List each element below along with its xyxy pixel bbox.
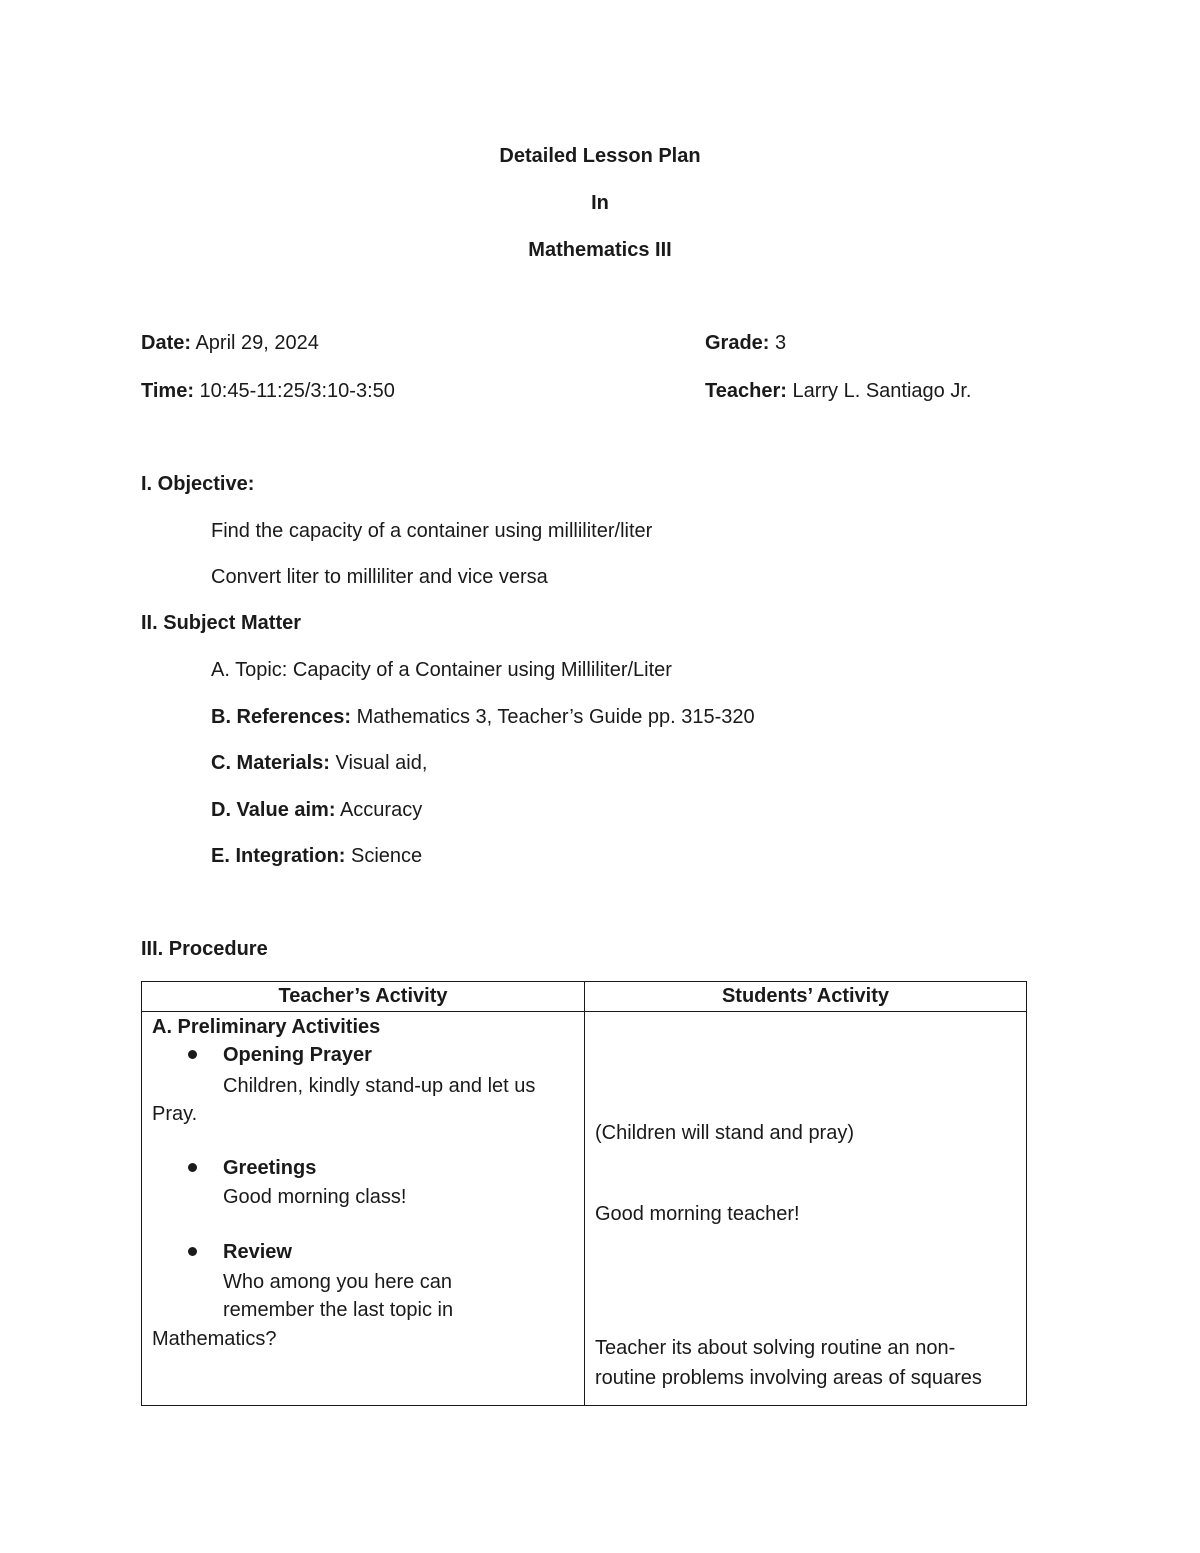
students-activity-header: Students’ Activity <box>585 982 1027 1012</box>
objective-item: Convert liter to milliliter and vice versa <box>211 566 548 588</box>
time-field: Time: 10:45-11:25/3:10-3:50 <box>141 380 395 402</box>
table-header-row <box>142 982 1027 1012</box>
greetings-title: Greetings <box>223 1157 317 1179</box>
teacher-field: Teacher: Larry L. Santiago Jr. <box>705 380 972 402</box>
subject-matter-heading: II. Subject Matter <box>141 612 302 634</box>
date-field: Date: April 29, 2024 <box>141 332 319 354</box>
topic-line: A. Topic: Capacity of a Container using Milliliter/Liter <box>211 659 672 681</box>
students-activity-cell <box>585 1012 1027 1406</box>
teacher-activity-cell <box>142 1012 585 1406</box>
prayer-response: (Children will stand and pray) <box>595 1122 855 1144</box>
procedure-heading: III. Procedure <box>141 938 268 960</box>
objective-heading: I. Objective: <box>141 473 255 495</box>
bullet-icon <box>188 1050 197 1059</box>
review-text: Mathematics? <box>152 1328 277 1350</box>
integration-line: E. Integration: Science <box>211 845 423 867</box>
teacher-activity-header: Teacher’s Activity <box>142 982 585 1012</box>
prayer-text: Children, kindly stand-up and let us <box>223 1075 536 1097</box>
objective-item: Find the capacity of a container using milliliter/liter <box>211 520 653 542</box>
review-title: Review <box>223 1241 292 1263</box>
table-row <box>142 1012 1027 1406</box>
value-aim-line: D. Value aim: Accuracy <box>211 799 423 821</box>
procedure-table <box>141 981 1027 1406</box>
document-title: Detailed Lesson Plan <box>499 145 701 167</box>
subject-title: Mathematics III <box>528 239 672 261</box>
title-connector: In <box>591 192 609 214</box>
greetings-text: Good morning class! <box>223 1186 407 1208</box>
greeting-response: Good morning teacher! <box>595 1203 800 1225</box>
preliminary-activities-heading: A. Preliminary Activities <box>152 1016 381 1038</box>
materials-line: C. Materials: Visual aid, <box>211 752 428 774</box>
bullet-icon <box>188 1163 197 1172</box>
references-line: B. References: Mathematics 3, Teacher’s Guide pp. 315-320 <box>211 706 755 728</box>
review-text: Who among you here can <box>223 1271 453 1293</box>
review-response: Teacher its about solving routine an non- <box>595 1337 956 1359</box>
grade-field: Grade: 3 <box>705 332 787 354</box>
prayer-text: Pray. <box>152 1103 198 1125</box>
bullet-icon <box>188 1247 197 1256</box>
review-response: routine problems involving areas of squares <box>595 1367 982 1389</box>
review-text: remember the last topic in <box>223 1299 454 1321</box>
opening-prayer-title: Opening Prayer <box>223 1044 372 1066</box>
